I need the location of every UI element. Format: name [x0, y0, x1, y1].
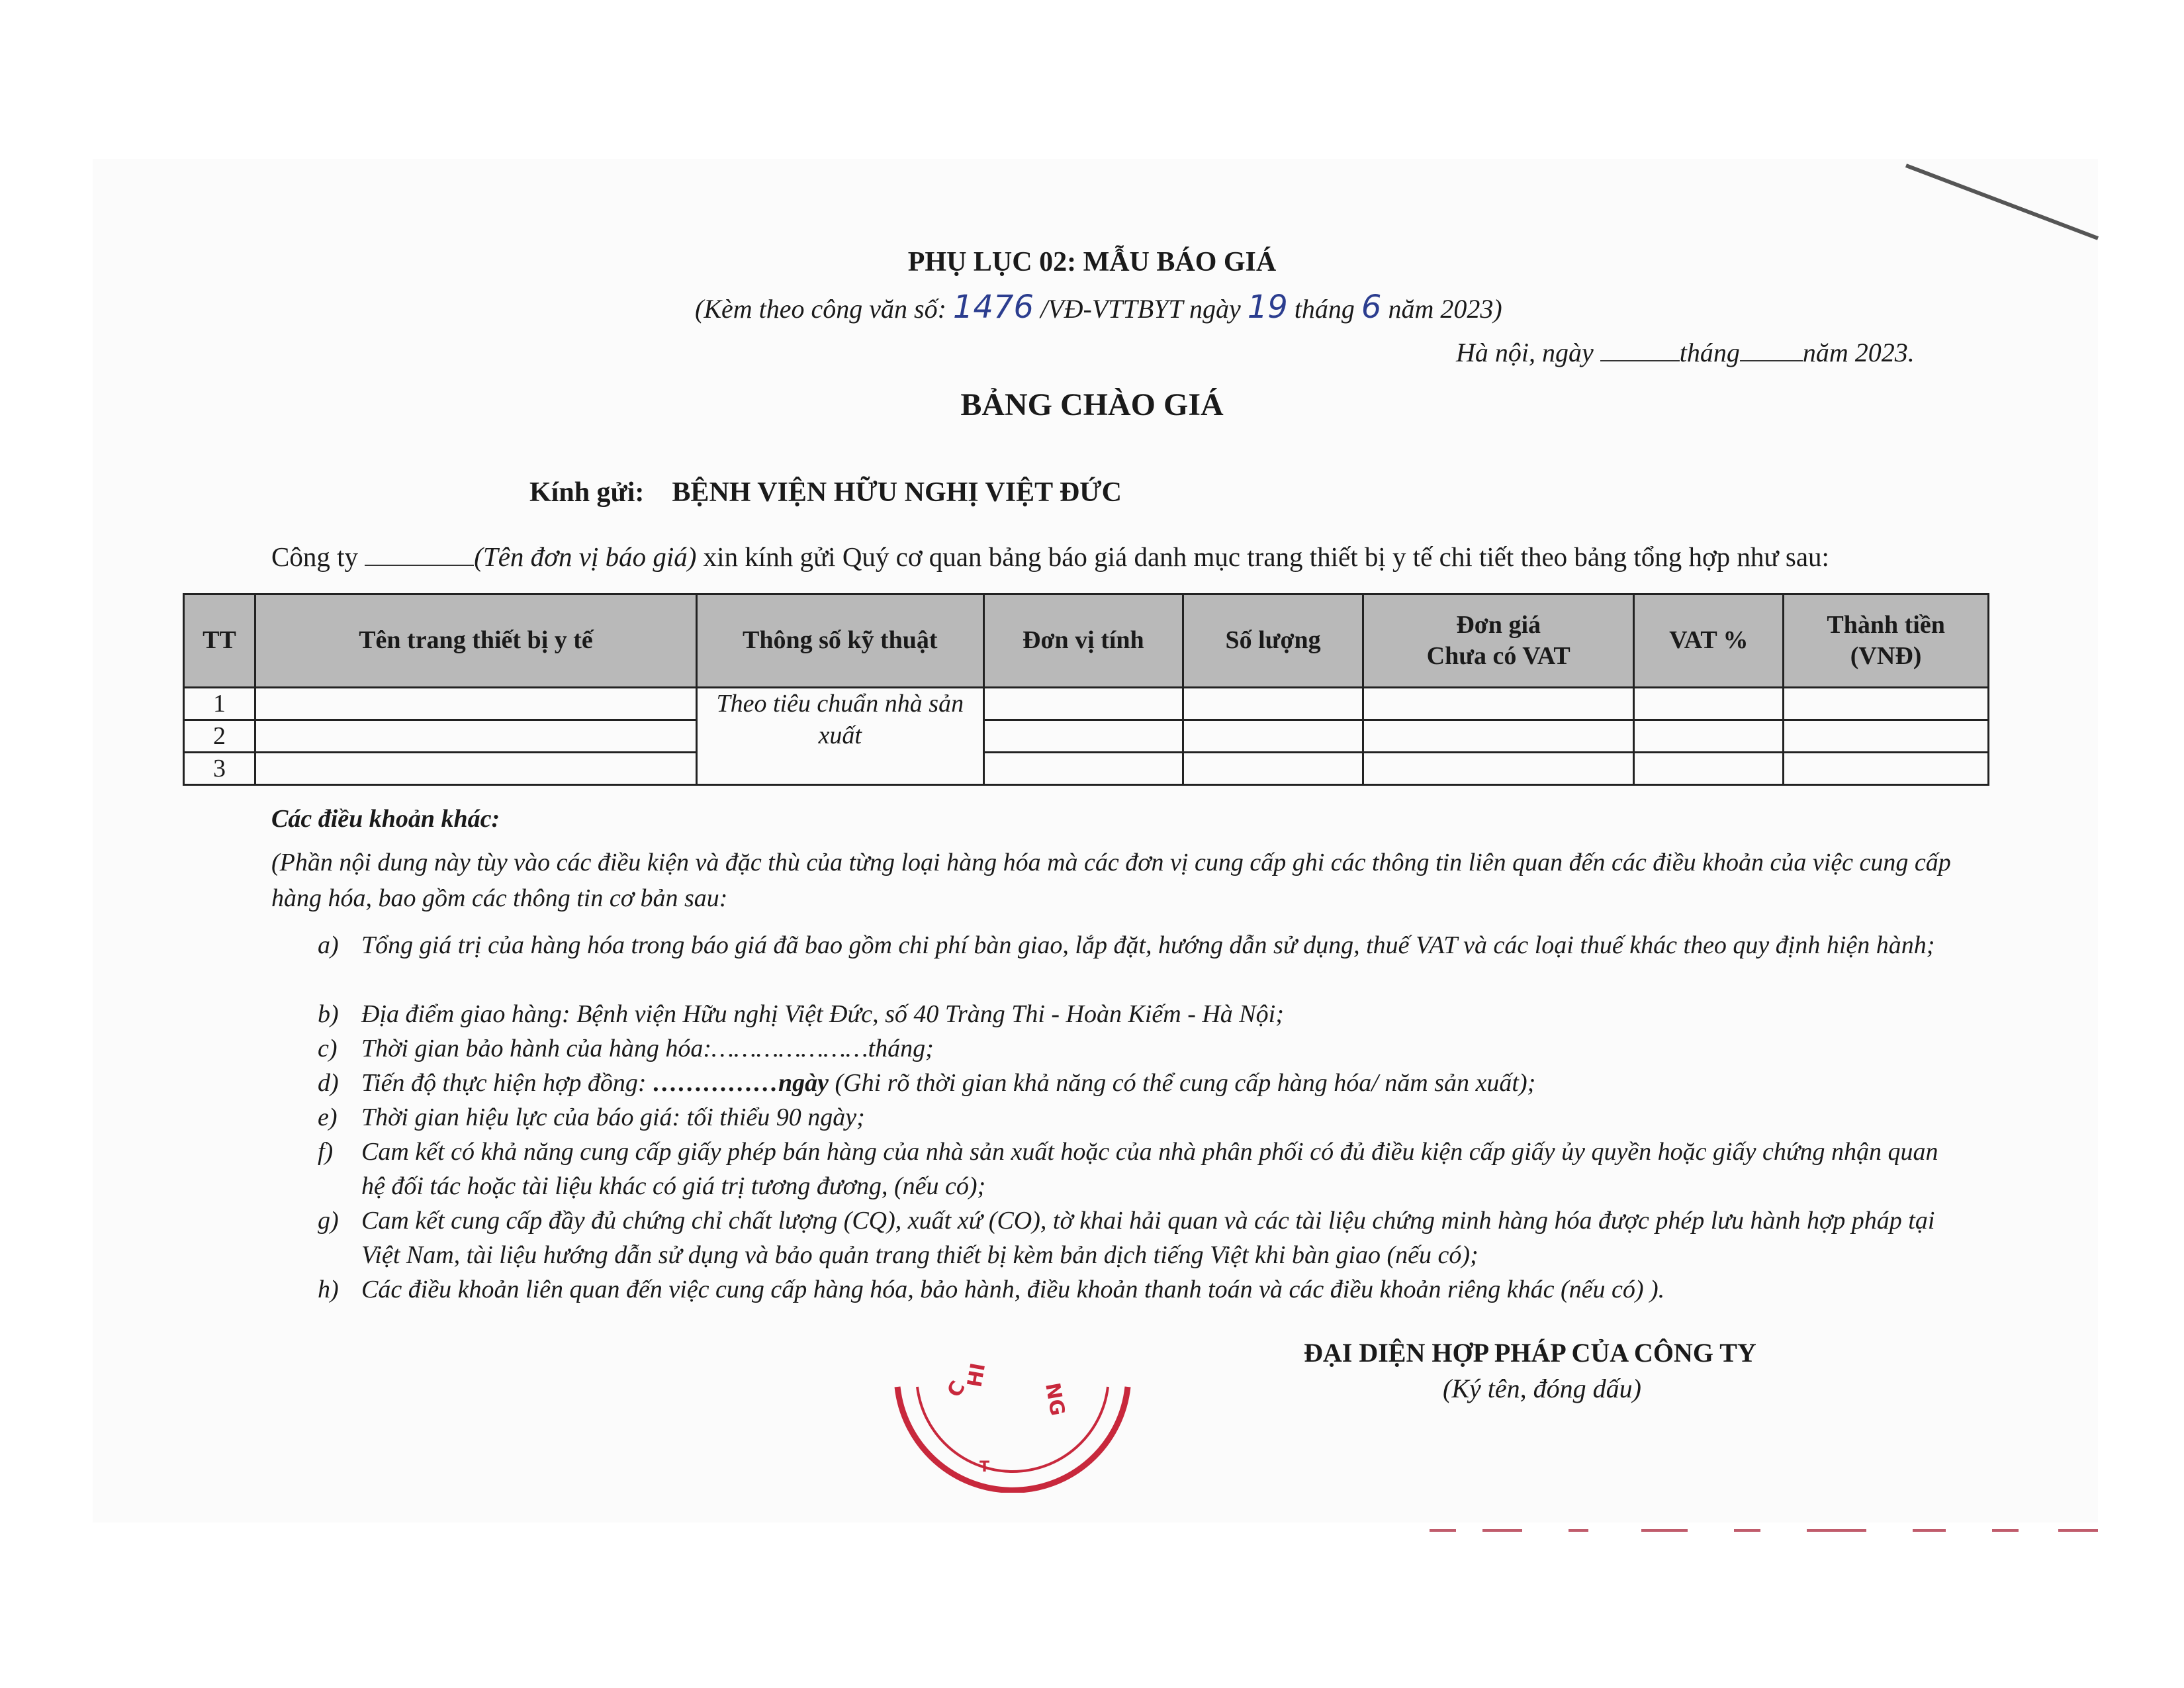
term-item-g — [318, 1203, 1959, 1272]
term-label: f) — [318, 1138, 334, 1166]
cell-quantity — [1183, 688, 1363, 720]
cell-vat — [1634, 688, 1784, 720]
cell-unit-price — [1363, 720, 1634, 753]
term-label: d) — [318, 1069, 339, 1097]
terms-intro: (Phần nội dung này tùy vào các điều kiện và đặc thù của từng loại hàng hóa mà các đơn vị cung cấp ghi các thông tin liên quan đến các điều khoản của việc cung cấp hàng hóa, bao gồm các thông tin cơ bản sau: — [271, 849, 1951, 912]
table-row — [184, 720, 1989, 753]
document-title: PHỤ LỤC 02: MẪU BÁO GIÁ — [907, 247, 1277, 277]
svg-text:C: C — [942, 1377, 970, 1401]
date-label-day: Hà nội, ngày — [1456, 338, 1600, 367]
header-tt: TT — [184, 594, 255, 688]
term-label: b) — [318, 1000, 339, 1028]
cell-quantity — [1183, 720, 1363, 753]
scan-artifact-marks — [1423, 1526, 2111, 1536]
table-row — [184, 753, 1989, 785]
term-item-b — [318, 997, 1959, 1031]
intro-text: xin kính gửi Quý cơ quan bảng báo giá danh mục trang thiết bị y tế chi tiết theo bảng tổng hợp như sau: — [696, 541, 1829, 572]
cell-total — [1784, 688, 1989, 720]
header-unit: Đơn vị tính — [983, 594, 1183, 688]
intro-company: Công ty — [271, 541, 365, 572]
term-text: Cam kết cung cấp đầy đủ chứng chỉ chất lượng (CQ), xuất xứ (CO), tờ khai hải quan và các tài liệu chứng minh hàng hóa được phép lưu hành hợp pháp tại Việt Nam, tài liệu hướng dẫn sử dụng và bảo quản trang thiết bị kèm bản dịch tiếng Việt khi bàn giao (nếu có); — [361, 1207, 1935, 1269]
cell-unit — [983, 688, 1183, 720]
date-label-month: tháng — [1679, 338, 1740, 367]
svg-text:T: T — [979, 1459, 990, 1476]
term-item-d — [318, 1066, 1959, 1100]
recipient-label: Kính gửi: — [529, 477, 645, 508]
term-label: c) — [318, 1035, 338, 1062]
header-price-line1: Đơn giá — [1456, 610, 1541, 639]
reference-mid-1: /VĐ-VTTBYT ngày — [1040, 294, 1248, 324]
header-price-line2: Chưa có VAT — [1426, 642, 1570, 670]
reference-mid-2: tháng — [1294, 294, 1361, 324]
recipient-name: BỆNH VIỆN HỮU NGHỊ VIỆT ĐỨC — [672, 477, 1122, 508]
term-text: Tổng giá trị của hàng hóa trong báo giá đã bao gồm chi phí bàn giao, lắp đặt, hướng dẫn sử dụng, thuế VAT và các loại thuế khác theo quy định hiện hành; — [361, 931, 1935, 959]
svg-text:NG: NG — [1040, 1381, 1069, 1418]
cell-vat — [1634, 753, 1784, 785]
company-blank — [365, 538, 474, 566]
term-item-h — [318, 1272, 1959, 1307]
cell-vat — [1634, 720, 1784, 753]
term-text: Thời gian bảo hành của hàng hóa:…………………tháng; — [361, 1035, 934, 1062]
header-specification: Thông số kỹ thuật — [697, 594, 984, 688]
cell-total — [1784, 720, 1989, 753]
signature-note: (Ký tên, đóng dấu) — [1443, 1374, 1641, 1403]
cell-total — [1784, 753, 1989, 785]
document-reference-line — [695, 289, 1502, 326]
date-label-year: năm 2023. — [1802, 338, 1915, 367]
term-text: Các điều khoản liên quan đến việc cung cấp hàng hóa, bảo hành, điều khoản thanh toán và các điều khoản riêng khác (nếu có) ). — [361, 1276, 1665, 1303]
cell-device-name — [255, 688, 696, 720]
header-total — [1784, 594, 1989, 688]
cell-unit-price — [1363, 688, 1634, 720]
term-label: g) — [318, 1207, 339, 1235]
term-text-part: Tiến độ thực hiện hợp đồng: — [361, 1069, 653, 1097]
header-vat: VAT % — [1634, 594, 1784, 688]
terms-title: Các điều khoản khác: — [271, 805, 500, 833]
intro-company-hint: (Tên đơn vị báo giá) — [474, 541, 697, 572]
cell-device-name — [255, 720, 696, 753]
date-line — [1456, 334, 1915, 368]
recipient-line — [529, 477, 1122, 508]
month-blank — [1740, 334, 1803, 361]
header-unit-price — [1363, 594, 1634, 688]
term-item-c — [318, 1031, 1959, 1066]
red-stamp-icon — [880, 1360, 1145, 1493]
reference-suffix: năm 2023) — [1388, 294, 1502, 324]
cell-unit — [983, 753, 1183, 785]
cell-device-name — [255, 753, 696, 785]
day-blank — [1600, 334, 1680, 361]
term-text: Cam kết có khả năng cung cấp giấy phép bán hàng của nhà sản xuất hoặc của nhà phân phối có đủ điều kiện cấp giấy ủy quyền hoặc giấy chứng nhận quan hệ đối tác hoặc tài liệu khác có giá trị tương đương, (nếu có); — [361, 1138, 1938, 1200]
term-label: a) — [318, 931, 339, 959]
handwritten-month: 6 — [1361, 289, 1382, 326]
quotation-table — [183, 593, 1989, 786]
term-text: Thời gian hiệu lực của báo giá: tối thiểu 90 ngày; — [361, 1103, 865, 1131]
term-text-bold: ……………ngày — [652, 1069, 829, 1097]
scan-edge-mark — [1893, 159, 2111, 252]
cell-unit-price — [1363, 753, 1634, 785]
header-total-line2: (VNĐ) — [1850, 642, 1922, 670]
term-label: e) — [318, 1103, 338, 1131]
header-device-name: Tên trang thiết bị y tế — [255, 594, 696, 688]
header-total-line1: Thành tiền — [1827, 610, 1945, 639]
term-label: h) — [318, 1276, 339, 1303]
term-item-f — [318, 1135, 1959, 1203]
term-text-part: (Ghi rõ thời gian khả năng có thể cung cấp hàng hóa/ năm sản xuất); — [828, 1069, 1536, 1097]
header-quantity: Số lượng — [1183, 594, 1363, 688]
signature-title: ĐẠI DIỆN HỢP PHÁP CỦA CÔNG TY — [1304, 1338, 1756, 1368]
row-number: 2 — [184, 720, 255, 753]
table-header-row — [184, 594, 1989, 688]
row-number: 1 — [184, 688, 255, 720]
handwritten-number: 1476 — [952, 289, 1034, 326]
cell-specification: Theo tiêu chuẩn nhà sản xuất — [697, 688, 984, 785]
reference-prefix: (Kèm theo công văn số: — [695, 294, 953, 324]
svg-text:HI: HI — [963, 1361, 991, 1389]
term-item-e — [318, 1100, 1959, 1135]
term-text: Địa điểm giao hàng: Bệnh viện Hữu nghị Việt Đức, số 40 Tràng Thi - Hoàn Kiếm - Hà Nội; — [361, 1000, 1284, 1028]
quotation-heading: BẢNG CHÀO GIÁ — [960, 387, 1224, 422]
handwritten-day: 19 — [1247, 289, 1288, 326]
cell-quantity — [1183, 753, 1363, 785]
term-text — [361, 1066, 1959, 1100]
table-row — [184, 688, 1989, 720]
term-item-a — [318, 928, 1959, 962]
row-number: 3 — [184, 753, 255, 785]
intro-paragraph — [271, 538, 1829, 573]
cell-unit — [983, 720, 1183, 753]
